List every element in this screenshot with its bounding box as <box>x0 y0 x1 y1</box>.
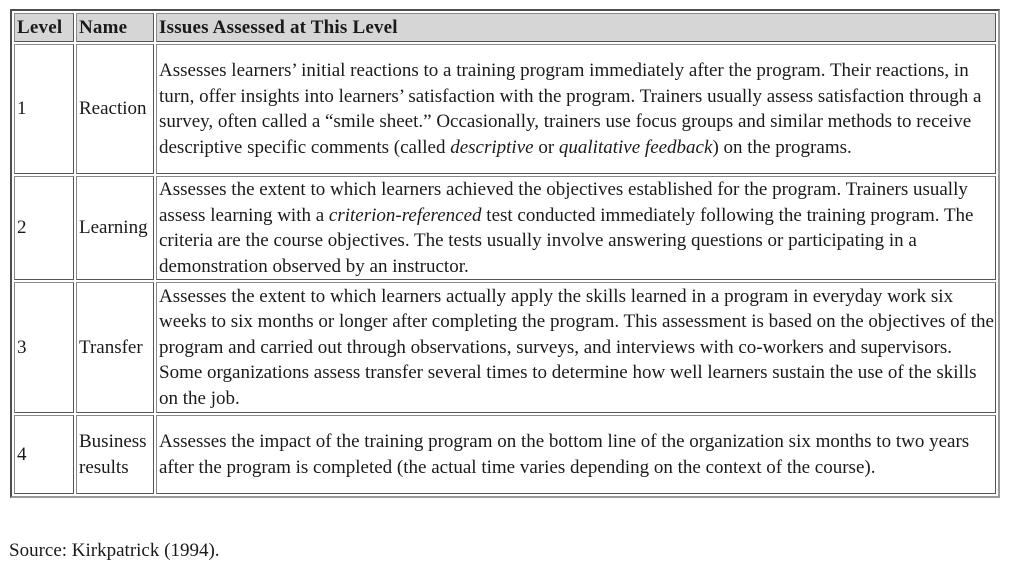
cell-level: 2 <box>14 176 74 280</box>
cell-issues: Assesses the extent to which learners actually apply the skills learned in a program in everyday work six weeks to six months or longer after completing the program. This assessment is based on the objectives of the program and carried out through observations, surveys, and interviews with co-workers and supervisors. Some organizations assess transfer several times to determine how well learners sustain the use of the skills on the job. <box>156 282 996 413</box>
cell-issues: Assesses learners’ initial reactions to a training program immediately after the program. Their reactions, in turn, offer insights into learners’ satisfaction with the program. Trainers usually assess satisfaction through a survey, often called a “smile sheet.” Occasionally, trainers use focus groups and similar methods to receive descriptive specific comments (called descriptive or qualitative feedback) on the programs. <box>156 44 996 174</box>
table-row <box>14 176 996 280</box>
cell-name: Reaction <box>76 44 154 174</box>
header-level: Level <box>14 13 74 42</box>
table-row <box>14 415 996 494</box>
italic-term: criterion-referenced <box>328 204 482 226</box>
cell-level: 1 <box>14 44 74 174</box>
source-citation: Source: Kirkpatrick (1994). <box>9 540 220 561</box>
table-header-row <box>14 13 996 42</box>
table-row <box>14 282 996 413</box>
header-name: Name <box>76 13 154 42</box>
kirkpatrick-levels-table <box>10 9 1000 498</box>
header-issues: Issues Assessed at This Level <box>156 13 996 42</box>
kirkpatrick-levels-table-container <box>10 9 1000 498</box>
italic-term: qualitative feedback <box>558 136 713 158</box>
table-row <box>14 44 996 174</box>
cell-name: Learning <box>76 176 154 280</box>
cell-issues: Assesses the extent to which learners achieved the objectives established for the program. Trainers usually assess learning with a criterion-referenced test conducted immediately following the training program. The criteria are the course objectives. The tests usually involve answering questions or participating in a demonstration observed by an instructor. <box>156 176 996 280</box>
cell-issues: Assesses the impact of the training program on the bottom line of the organization six months to two years after the program is completed (the actual time varies depending on the context of the course). <box>156 415 996 494</box>
cell-name: Transfer <box>76 282 154 413</box>
cell-level: 4 <box>14 415 74 494</box>
italic-term: descriptive <box>450 136 534 158</box>
cell-level: 3 <box>14 282 74 413</box>
cell-name: Business results <box>76 415 154 494</box>
